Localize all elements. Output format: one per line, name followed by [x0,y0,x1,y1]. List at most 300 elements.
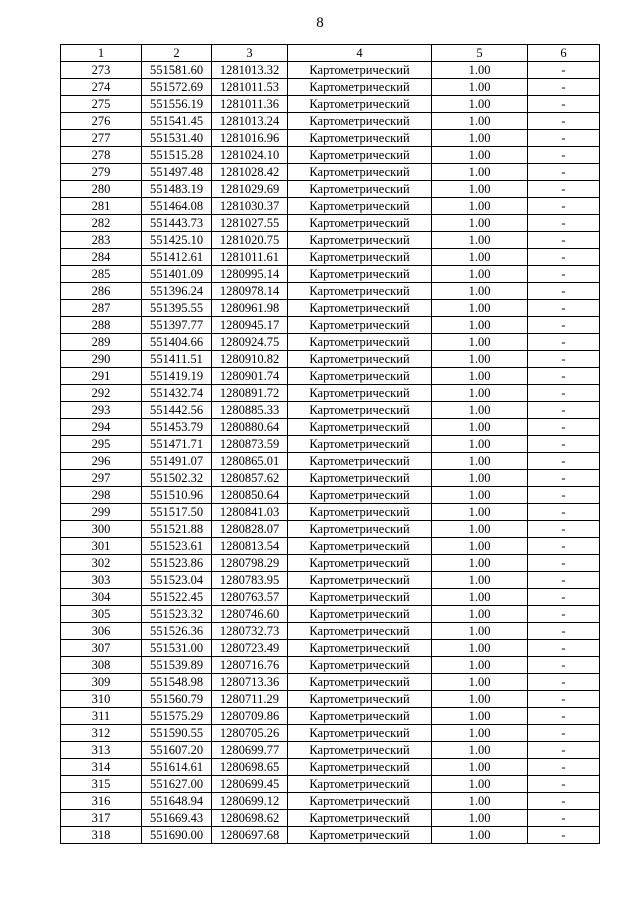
description-cell: - [528,776,600,793]
accuracy-cell: 1.00 [432,96,528,113]
description-cell: - [528,742,600,759]
point-number-cell: 302 [61,555,142,572]
x-coordinate-cell: 551526.36 [142,623,212,640]
y-coordinate-cell: 1280713.36 [212,674,288,691]
method-cell: Картометрический [288,504,432,521]
accuracy-cell: 1.00 [432,572,528,589]
accuracy-cell: 1.00 [432,181,528,198]
table-row [61,708,600,725]
table-row [61,674,600,691]
x-coordinate-cell: 551412.61 [142,249,212,266]
method-cell: Картометрический [288,130,432,147]
y-coordinate-cell: 1281029.69 [212,181,288,198]
table-row [61,215,600,232]
method-cell: Картометрический [288,657,432,674]
table-header-row [61,45,600,62]
y-coordinate-cell: 1281013.32 [212,62,288,79]
method-cell: Картометрический [288,708,432,725]
table-row [61,62,600,79]
accuracy-cell: 1.00 [432,249,528,266]
y-coordinate-cell: 1281013.24 [212,113,288,130]
point-number-cell: 304 [61,589,142,606]
table-row [61,266,600,283]
x-coordinate-cell: 551510.96 [142,487,212,504]
y-coordinate-cell: 1280705.26 [212,725,288,742]
description-cell: - [528,334,600,351]
y-coordinate-cell: 1280783.95 [212,572,288,589]
point-number-cell: 307 [61,640,142,657]
description-cell: - [528,453,600,470]
point-number-cell: 314 [61,759,142,776]
description-cell: - [528,300,600,317]
y-coordinate-cell: 1281024.10 [212,147,288,164]
x-coordinate-cell: 551531.00 [142,640,212,657]
point-number-cell: 287 [61,300,142,317]
method-cell: Картометрический [288,776,432,793]
point-number-cell: 281 [61,198,142,215]
method-cell: Картометрический [288,317,432,334]
method-cell: Картометрический [288,674,432,691]
method-cell: Картометрический [288,419,432,436]
accuracy-cell: 1.00 [432,368,528,385]
accuracy-cell: 1.00 [432,113,528,130]
point-number-cell: 301 [61,538,142,555]
accuracy-cell: 1.00 [432,317,528,334]
table-row [61,487,600,504]
method-cell: Картометрический [288,538,432,555]
table-row [61,538,600,555]
accuracy-cell: 1.00 [432,521,528,538]
table-row [61,436,600,453]
x-coordinate-cell: 551491.07 [142,453,212,470]
description-cell: - [528,385,600,402]
x-coordinate-cell: 551419.19 [142,368,212,385]
description-cell: - [528,113,600,130]
accuracy-cell: 1.00 [432,793,528,810]
y-coordinate-cell: 1280924.75 [212,334,288,351]
method-cell: Картометрический [288,623,432,640]
description-cell: - [528,487,600,504]
description-cell: - [528,759,600,776]
description-cell: - [528,317,600,334]
table-row [61,827,600,844]
description-cell: - [528,810,600,827]
point-number-cell: 286 [61,283,142,300]
y-coordinate-cell: 1281030.37 [212,198,288,215]
y-coordinate-cell: 1280880.64 [212,419,288,436]
point-number-cell: 291 [61,368,142,385]
column-header-5: 5 [432,45,528,62]
description-cell: - [528,130,600,147]
description-cell: - [528,402,600,419]
y-coordinate-cell: 1280716.76 [212,657,288,674]
x-coordinate-cell: 551614.61 [142,759,212,776]
method-cell: Картометрический [288,691,432,708]
method-cell: Картометрический [288,198,432,215]
point-number-cell: 305 [61,606,142,623]
y-coordinate-cell: 1280961.98 [212,300,288,317]
x-coordinate-cell: 551497.48 [142,164,212,181]
point-number-cell: 275 [61,96,142,113]
method-cell: Картометрический [288,215,432,232]
table-row [61,776,600,793]
accuracy-cell: 1.00 [432,759,528,776]
column-header-2: 2 [142,45,212,62]
accuracy-cell: 1.00 [432,470,528,487]
description-cell: - [528,504,600,521]
description-cell: - [528,691,600,708]
y-coordinate-cell: 1280698.62 [212,810,288,827]
method-cell: Картометрический [288,606,432,623]
point-number-cell: 288 [61,317,142,334]
description-cell: - [528,725,600,742]
table-row [61,521,600,538]
description-cell: - [528,589,600,606]
point-number-cell: 315 [61,776,142,793]
point-number-cell: 284 [61,249,142,266]
x-coordinate-cell: 551523.32 [142,606,212,623]
point-number-cell: 308 [61,657,142,674]
accuracy-cell: 1.00 [432,810,528,827]
accuracy-cell: 1.00 [432,419,528,436]
y-coordinate-cell: 1280873.59 [212,436,288,453]
table-row [61,402,600,419]
point-number-cell: 292 [61,385,142,402]
y-coordinate-cell: 1280995.14 [212,266,288,283]
x-coordinate-cell: 551572.69 [142,79,212,96]
method-cell: Картометрический [288,453,432,470]
table-row [61,113,600,130]
method-cell: Картометрический [288,96,432,113]
x-coordinate-cell: 551556.19 [142,96,212,113]
description-cell: - [528,640,600,657]
accuracy-cell: 1.00 [432,657,528,674]
point-number-cell: 273 [61,62,142,79]
point-number-cell: 283 [61,232,142,249]
description-cell: - [528,198,600,215]
x-coordinate-cell: 551396.24 [142,283,212,300]
accuracy-cell: 1.00 [432,453,528,470]
table-row [61,164,600,181]
accuracy-cell: 1.00 [432,232,528,249]
description-cell: - [528,266,600,283]
x-coordinate-cell: 551548.98 [142,674,212,691]
point-number-cell: 285 [61,266,142,283]
method-cell: Картометрический [288,402,432,419]
table-row [61,725,600,742]
accuracy-cell: 1.00 [432,606,528,623]
x-coordinate-cell: 551515.28 [142,147,212,164]
method-cell: Картометрический [288,368,432,385]
accuracy-cell: 1.00 [432,487,528,504]
y-coordinate-cell: 1280746.60 [212,606,288,623]
table-row [61,419,600,436]
accuracy-cell: 1.00 [432,215,528,232]
table-row [61,181,600,198]
x-coordinate-cell: 551648.94 [142,793,212,810]
column-header-4: 4 [288,45,432,62]
description-cell: - [528,538,600,555]
x-coordinate-cell: 551401.09 [142,266,212,283]
method-cell: Картометрический [288,487,432,504]
point-number-cell: 310 [61,691,142,708]
y-coordinate-cell: 1280865.01 [212,453,288,470]
point-number-cell: 294 [61,419,142,436]
y-coordinate-cell: 1280732.73 [212,623,288,640]
x-coordinate-cell: 551669.43 [142,810,212,827]
method-cell: Картометрический [288,742,432,759]
y-coordinate-cell: 1280723.49 [212,640,288,657]
accuracy-cell: 1.00 [432,79,528,96]
point-number-cell: 276 [61,113,142,130]
table-row [61,249,600,266]
table-row [61,589,600,606]
y-coordinate-cell: 1280901.74 [212,368,288,385]
page-number: 8 [316,15,324,31]
accuracy-cell: 1.00 [432,555,528,572]
point-number-cell: 299 [61,504,142,521]
description-cell: - [528,96,600,113]
table-row [61,810,600,827]
description-cell: - [528,555,600,572]
method-cell: Картометрический [288,147,432,164]
point-number-cell: 297 [61,470,142,487]
x-coordinate-cell: 551541.45 [142,113,212,130]
y-coordinate-cell: 1280699.77 [212,742,288,759]
description-cell: - [528,470,600,487]
accuracy-cell: 1.00 [432,266,528,283]
x-coordinate-cell: 551523.04 [142,572,212,589]
point-number-cell: 278 [61,147,142,164]
coordinates-table [60,44,600,844]
y-coordinate-cell: 1281011.53 [212,79,288,96]
y-coordinate-cell: 1280885.33 [212,402,288,419]
y-coordinate-cell: 1280910.82 [212,351,288,368]
description-cell: - [528,62,600,79]
x-coordinate-cell: 551464.08 [142,198,212,215]
x-coordinate-cell: 551397.77 [142,317,212,334]
table-row [61,198,600,215]
point-number-cell: 279 [61,164,142,181]
description-cell: - [528,419,600,436]
description-cell: - [528,521,600,538]
accuracy-cell: 1.00 [432,283,528,300]
description-cell: - [528,708,600,725]
y-coordinate-cell: 1280699.45 [212,776,288,793]
x-coordinate-cell: 551502.32 [142,470,212,487]
point-number-cell: 317 [61,810,142,827]
table-row [61,368,600,385]
method-cell: Картометрический [288,436,432,453]
description-cell: - [528,674,600,691]
table-row [61,283,600,300]
table-row [61,623,600,640]
y-coordinate-cell: 1280711.29 [212,691,288,708]
table-row [61,147,600,164]
y-coordinate-cell: 1280891.72 [212,385,288,402]
x-coordinate-cell: 551523.86 [142,555,212,572]
y-coordinate-cell: 1280697.68 [212,827,288,844]
table-row [61,453,600,470]
table-row [61,572,600,589]
table-row [61,96,600,113]
x-coordinate-cell: 551432.74 [142,385,212,402]
accuracy-cell: 1.00 [432,130,528,147]
y-coordinate-cell: 1281020.75 [212,232,288,249]
description-cell: - [528,436,600,453]
y-coordinate-cell: 1281011.61 [212,249,288,266]
y-coordinate-cell: 1280813.54 [212,538,288,555]
point-number-cell: 309 [61,674,142,691]
description-cell: - [528,147,600,164]
table-row [61,793,600,810]
accuracy-cell: 1.00 [432,742,528,759]
x-coordinate-cell: 551442.56 [142,402,212,419]
y-coordinate-cell: 1281027.55 [212,215,288,232]
x-coordinate-cell: 551607.20 [142,742,212,759]
y-coordinate-cell: 1280709.86 [212,708,288,725]
y-coordinate-cell: 1280828.07 [212,521,288,538]
description-cell: - [528,623,600,640]
x-coordinate-cell: 551575.29 [142,708,212,725]
column-header-6: 6 [528,45,600,62]
method-cell: Картометрический [288,232,432,249]
x-coordinate-cell: 551539.89 [142,657,212,674]
x-coordinate-cell: 551590.55 [142,725,212,742]
table-row [61,555,600,572]
method-cell: Картометрический [288,827,432,844]
point-number-cell: 303 [61,572,142,589]
point-number-cell: 282 [61,215,142,232]
method-cell: Картометрический [288,300,432,317]
description-cell: - [528,606,600,623]
accuracy-cell: 1.00 [432,198,528,215]
method-cell: Картометрический [288,759,432,776]
y-coordinate-cell: 1280841.03 [212,504,288,521]
y-coordinate-cell: 1280698.65 [212,759,288,776]
y-coordinate-cell: 1281028.42 [212,164,288,181]
method-cell: Картометрический [288,351,432,368]
x-coordinate-cell: 551411.51 [142,351,212,368]
method-cell: Картометрический [288,79,432,96]
x-coordinate-cell: 551443.73 [142,215,212,232]
accuracy-cell: 1.00 [432,674,528,691]
point-number-cell: 311 [61,708,142,725]
method-cell: Картометрический [288,521,432,538]
table-row [61,334,600,351]
column-header-1: 1 [61,45,142,62]
method-cell: Картометрический [288,470,432,487]
y-coordinate-cell: 1280857.62 [212,470,288,487]
x-coordinate-cell: 551560.79 [142,691,212,708]
method-cell: Картометрический [288,555,432,572]
accuracy-cell: 1.00 [432,402,528,419]
y-coordinate-cell: 1280763.57 [212,589,288,606]
x-coordinate-cell: 551517.50 [142,504,212,521]
y-coordinate-cell: 1280978.14 [212,283,288,300]
x-coordinate-cell: 551690.00 [142,827,212,844]
x-coordinate-cell: 551471.71 [142,436,212,453]
x-coordinate-cell: 551395.55 [142,300,212,317]
accuracy-cell: 1.00 [432,334,528,351]
method-cell: Картометрический [288,589,432,606]
method-cell: Картометрический [288,113,432,130]
method-cell: Картометрический [288,62,432,79]
accuracy-cell: 1.00 [432,351,528,368]
point-number-cell: 280 [61,181,142,198]
point-number-cell: 290 [61,351,142,368]
description-cell: - [528,351,600,368]
method-cell: Картометрический [288,793,432,810]
method-cell: Картометрический [288,640,432,657]
description-cell: - [528,827,600,844]
point-number-cell: 312 [61,725,142,742]
description-cell: - [528,181,600,198]
y-coordinate-cell: 1281011.36 [212,96,288,113]
point-number-cell: 306 [61,623,142,640]
y-coordinate-cell: 1280850.64 [212,487,288,504]
method-cell: Картометрический [288,283,432,300]
description-cell: - [528,793,600,810]
y-coordinate-cell: 1280798.29 [212,555,288,572]
accuracy-cell: 1.00 [432,385,528,402]
x-coordinate-cell: 551627.00 [142,776,212,793]
table-row [61,640,600,657]
x-coordinate-cell: 551453.79 [142,419,212,436]
table-row [61,232,600,249]
x-coordinate-cell: 551523.61 [142,538,212,555]
y-coordinate-cell: 1280945.17 [212,317,288,334]
method-cell: Картометрический [288,181,432,198]
point-number-cell: 318 [61,827,142,844]
description-cell: - [528,249,600,266]
point-number-cell: 298 [61,487,142,504]
description-cell: - [528,79,600,96]
accuracy-cell: 1.00 [432,164,528,181]
table-row [61,759,600,776]
x-coordinate-cell: 551581.60 [142,62,212,79]
x-coordinate-cell: 551522.45 [142,589,212,606]
x-coordinate-cell: 551531.40 [142,130,212,147]
table-row [61,470,600,487]
description-cell: - [528,215,600,232]
accuracy-cell: 1.00 [432,708,528,725]
description-cell: - [528,572,600,589]
accuracy-cell: 1.00 [432,62,528,79]
accuracy-cell: 1.00 [432,300,528,317]
method-cell: Картометрический [288,385,432,402]
accuracy-cell: 1.00 [432,640,528,657]
accuracy-cell: 1.00 [432,589,528,606]
table-row [61,79,600,96]
column-header-3: 3 [212,45,288,62]
accuracy-cell: 1.00 [432,504,528,521]
point-number-cell: 296 [61,453,142,470]
accuracy-cell: 1.00 [432,776,528,793]
description-cell: - [528,164,600,181]
method-cell: Картометрический [288,334,432,351]
table-row [61,691,600,708]
table-row [61,351,600,368]
description-cell: - [528,232,600,249]
x-coordinate-cell: 551483.19 [142,181,212,198]
accuracy-cell: 1.00 [432,725,528,742]
method-cell: Картометрический [288,266,432,283]
accuracy-cell: 1.00 [432,691,528,708]
description-cell: - [528,368,600,385]
table-row [61,130,600,147]
y-coordinate-cell: 1281016.96 [212,130,288,147]
